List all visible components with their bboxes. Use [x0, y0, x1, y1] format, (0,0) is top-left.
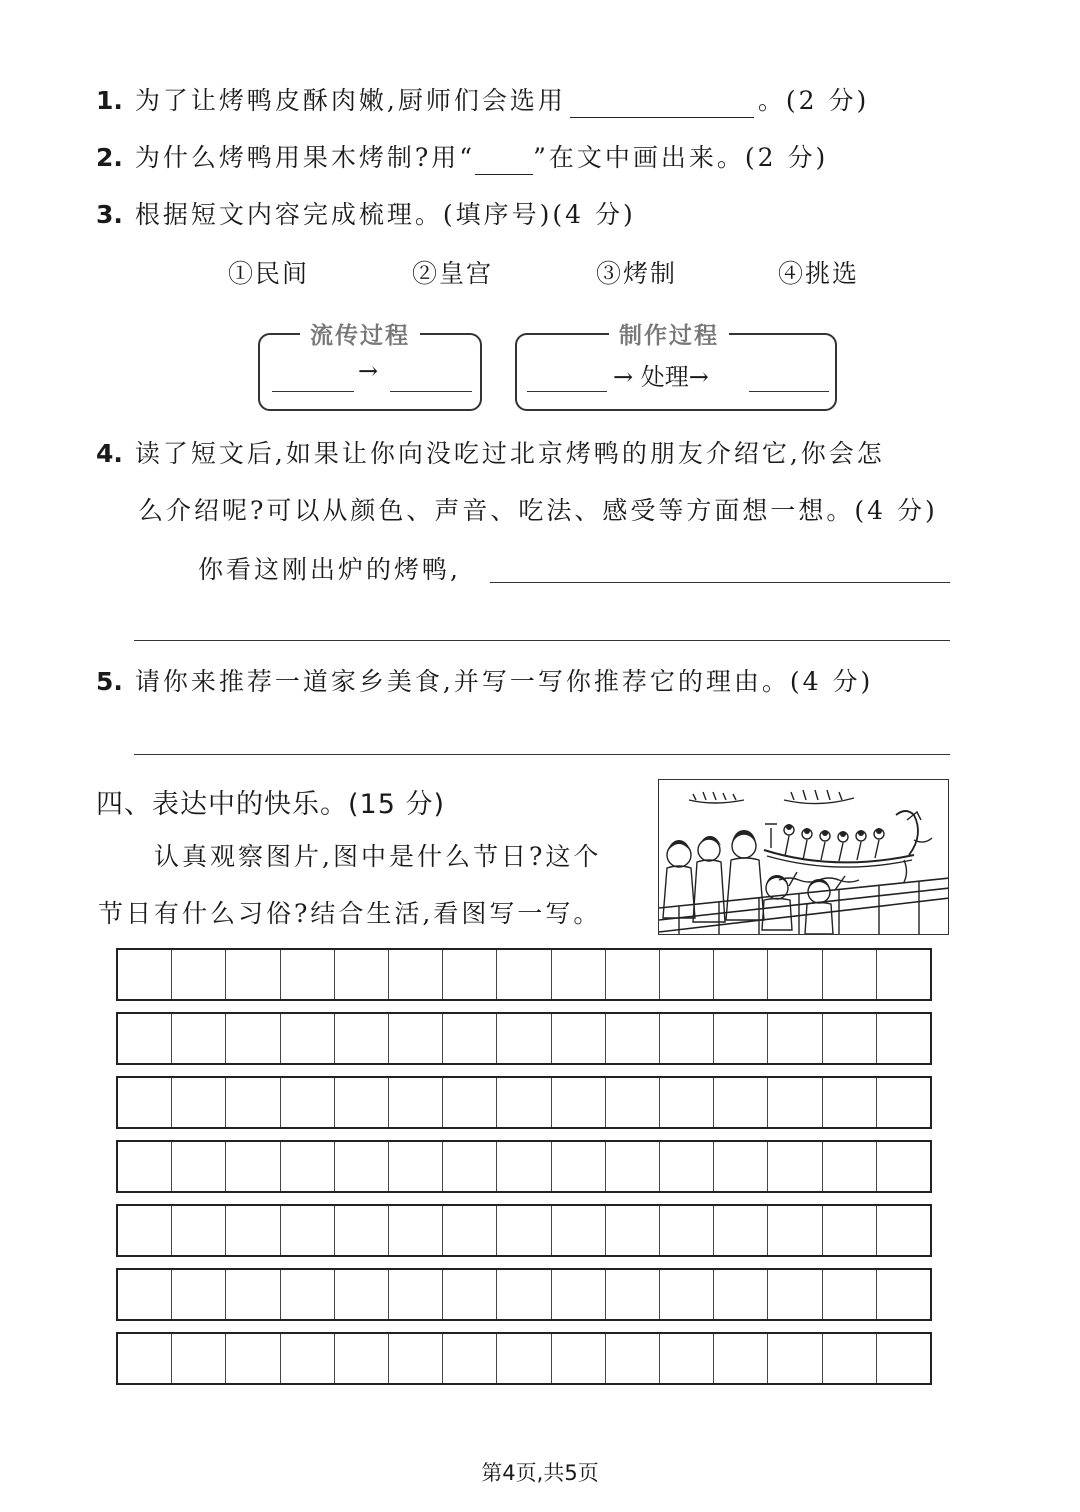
grid-cell[interactable]	[389, 950, 443, 999]
grid-cell[interactable]	[768, 1334, 822, 1383]
question-1-text: 为了让烤鸭皮酥肉嫩,厨师们会选用	[134, 86, 566, 115]
grid-cell[interactable]	[497, 1078, 551, 1127]
make-process-title: 制作过程	[609, 317, 729, 350]
option-1: ①民间	[228, 259, 310, 288]
question-5	[96, 665, 873, 699]
grid-cell[interactable]	[389, 1270, 443, 1319]
grid-cell[interactable]	[118, 1142, 172, 1191]
grid-cell[interactable]	[660, 1270, 714, 1319]
grid-cell[interactable]	[606, 1078, 660, 1127]
grid-cell[interactable]	[877, 1270, 930, 1319]
grid-cell[interactable]	[389, 1334, 443, 1383]
grid-cell[interactable]	[660, 1014, 714, 1063]
writing-line[interactable]	[490, 582, 950, 583]
question-2-text-end: ”在文中画出来。(2 分)	[533, 143, 829, 172]
grid-cell[interactable]	[660, 1206, 714, 1255]
grid-cell[interactable]	[714, 1334, 768, 1383]
question-5-text: 请你来推荐一道家乡美食,并写一写你推荐它的理由。(4 分)	[134, 667, 874, 696]
grid-cell[interactable]	[335, 1078, 389, 1127]
grid-cell[interactable]	[660, 1078, 714, 1127]
option-2: ②皇宫	[412, 259, 494, 288]
grid-cell[interactable]	[552, 1206, 606, 1255]
grid-cell[interactable]	[714, 1206, 768, 1255]
grid-cell[interactable]	[877, 1206, 930, 1255]
grid-cell[interactable]	[281, 1206, 335, 1255]
grid-cell[interactable]	[714, 950, 768, 999]
question-3	[96, 198, 636, 232]
grid-cell[interactable]	[443, 1142, 497, 1191]
question-4-cont	[138, 494, 938, 528]
grid-cell[interactable]	[172, 950, 226, 999]
question-number: 4.	[96, 439, 123, 468]
grid-cell[interactable]	[443, 1014, 497, 1063]
grid-cell[interactable]	[877, 950, 930, 999]
grid-cell[interactable]	[226, 950, 280, 999]
question-number: 2.	[96, 143, 123, 172]
grid-cell[interactable]	[823, 1142, 877, 1191]
make-process-box	[515, 323, 837, 411]
grid-cell[interactable]	[226, 1270, 280, 1319]
grid-row	[116, 948, 932, 1001]
question-2-text: 为什么烤鸭用果木烤制?用“	[134, 143, 476, 172]
question-4	[96, 437, 885, 471]
grid-cell[interactable]	[768, 1078, 822, 1127]
grid-cell[interactable]	[552, 1014, 606, 1063]
grid-cell[interactable]	[281, 1270, 335, 1319]
question-3-text: 根据短文内容完成梳理。(填序号)(4 分)	[134, 200, 636, 229]
grid-cell[interactable]	[768, 1014, 822, 1063]
question-4-prompt-text: 你看这刚出炉的烤鸭,	[198, 555, 461, 584]
grid-row	[116, 1332, 932, 1385]
grid-cell[interactable]	[497, 1142, 551, 1191]
grid-cell[interactable]	[118, 950, 172, 999]
grid-cell[interactable]	[389, 1142, 443, 1191]
question-number: 5.	[96, 667, 123, 696]
arrow: →	[358, 357, 379, 385]
grid-cell[interactable]	[823, 950, 877, 999]
section-4-instruction-line-1: 认真观察图片,图中是什么节日?这个	[154, 842, 602, 871]
grid-cell[interactable]	[281, 1078, 335, 1127]
grid-row	[116, 1204, 932, 1257]
grid-cell[interactable]	[226, 1014, 280, 1063]
section-4-instruction-line-2: 节日有什么习俗?结合生活,看图写一写。	[98, 899, 602, 928]
grid-cell[interactable]	[606, 1270, 660, 1319]
grid-cell[interactable]	[823, 1206, 877, 1255]
grid-cell[interactable]	[389, 1206, 443, 1255]
grid-cell[interactable]	[552, 1334, 606, 1383]
grid-row	[116, 1012, 932, 1065]
grid-row	[116, 1140, 932, 1193]
question-1-score: 。(2 分)	[757, 86, 870, 115]
grid-cell[interactable]	[660, 1142, 714, 1191]
grid-cell[interactable]	[823, 1078, 877, 1127]
grid-cell[interactable]	[823, 1014, 877, 1063]
option-3: ③烤制	[596, 259, 678, 288]
dragon-boat-illustration	[658, 779, 949, 935]
answer-blank[interactable]	[570, 90, 754, 118]
grid-cell[interactable]	[497, 1014, 551, 1063]
writing-line[interactable]	[134, 754, 950, 755]
answer-blank[interactable]	[475, 147, 533, 175]
grid-cell[interactable]	[443, 1078, 497, 1127]
process-middle-step: → 处理→	[613, 363, 709, 391]
grid-cell[interactable]	[552, 1270, 606, 1319]
grid-cell[interactable]	[172, 1014, 226, 1063]
grid-cell[interactable]	[281, 1334, 335, 1383]
grid-cell[interactable]	[714, 1270, 768, 1319]
grid-cell[interactable]	[172, 1270, 226, 1319]
grid-cell[interactable]	[118, 1206, 172, 1255]
grid-cell[interactable]	[497, 1206, 551, 1255]
grid-cell[interactable]	[660, 950, 714, 999]
writing-line[interactable]	[134, 640, 950, 641]
grid-cell[interactable]	[768, 950, 822, 999]
grid-cell[interactable]	[118, 1270, 172, 1319]
grid-cell[interactable]	[768, 1206, 822, 1255]
grid-cell[interactable]	[226, 1334, 280, 1383]
grid-cell[interactable]	[552, 950, 606, 999]
spread-process-title: 流传过程	[300, 317, 420, 350]
grid-cell[interactable]	[389, 1078, 443, 1127]
grid-cell[interactable]	[606, 1206, 660, 1255]
grid-cell[interactable]	[335, 1270, 389, 1319]
grid-cell[interactable]	[443, 1270, 497, 1319]
grid-cell[interactable]	[389, 1014, 443, 1063]
grid-cell[interactable]	[335, 1206, 389, 1255]
grid-cell[interactable]	[281, 1142, 335, 1191]
grid-cell[interactable]	[768, 1270, 822, 1319]
answer-blank[interactable]	[390, 391, 472, 392]
option-4: ④挑选	[778, 259, 860, 288]
grid-row	[116, 1268, 932, 1321]
question-4-line-1: 读了短文后,如果让你向没吃过北京烤鸭的朋友介绍它,你会怎	[134, 439, 885, 468]
grid-row	[116, 1076, 932, 1129]
grid-cell[interactable]	[335, 1142, 389, 1191]
grid-cell[interactable]	[118, 1014, 172, 1063]
grid-cell[interactable]	[497, 1334, 551, 1383]
grid-cell[interactable]	[172, 1078, 226, 1127]
grid-cell[interactable]	[768, 1142, 822, 1191]
grid-cell[interactable]	[443, 1206, 497, 1255]
grid-cell[interactable]	[281, 950, 335, 999]
grid-cell[interactable]	[226, 1078, 280, 1127]
dragon-boat-picture	[659, 780, 949, 935]
grid-cell[interactable]	[281, 1014, 335, 1063]
grid-cell[interactable]	[606, 1334, 660, 1383]
grid-cell[interactable]	[714, 1142, 768, 1191]
grid-cell[interactable]	[443, 1334, 497, 1383]
grid-cell[interactable]	[226, 1206, 280, 1255]
grid-cell[interactable]	[823, 1334, 877, 1383]
answer-blank[interactable]	[527, 391, 607, 392]
answer-blank[interactable]	[749, 391, 829, 392]
grid-cell[interactable]	[552, 1142, 606, 1191]
question-number: 1.	[96, 86, 123, 115]
grid-cell[interactable]	[877, 1334, 930, 1383]
section-4-title: 四、表达中的快乐。(15 分)	[96, 789, 446, 820]
grid-cell[interactable]	[660, 1334, 714, 1383]
grid-cell[interactable]	[877, 1014, 930, 1063]
grid-cell[interactable]	[335, 1334, 389, 1383]
grid-cell[interactable]	[552, 1078, 606, 1127]
question-number: 3.	[96, 200, 123, 229]
grid-cell[interactable]	[606, 1014, 660, 1063]
question-1	[96, 84, 869, 118]
spread-process-box	[258, 323, 482, 411]
grid-cell[interactable]	[497, 1270, 551, 1319]
grid-cell[interactable]	[606, 1142, 660, 1191]
grid-cell[interactable]	[497, 950, 551, 999]
grid-cell[interactable]	[714, 1014, 768, 1063]
grid-cell[interactable]	[335, 1014, 389, 1063]
grid-cell[interactable]	[877, 1078, 930, 1127]
grid-cell[interactable]	[823, 1270, 877, 1319]
page-footer: 第4页,共5页	[481, 1461, 599, 1485]
grid-cell[interactable]	[172, 1142, 226, 1191]
writing-grid	[116, 948, 932, 1396]
grid-cell[interactable]	[443, 950, 497, 999]
grid-cell[interactable]	[118, 1078, 172, 1127]
question-2	[96, 141, 828, 175]
grid-cell[interactable]	[172, 1206, 226, 1255]
grid-cell[interactable]	[335, 950, 389, 999]
grid-cell[interactable]	[172, 1334, 226, 1383]
answer-blank[interactable]	[272, 391, 354, 392]
grid-cell[interactable]	[714, 1078, 768, 1127]
question-4-prompt	[198, 553, 461, 587]
grid-cell[interactable]	[118, 1334, 172, 1383]
grid-cell[interactable]	[877, 1142, 930, 1191]
grid-cell[interactable]	[226, 1142, 280, 1191]
grid-cell[interactable]	[606, 950, 660, 999]
question-4-line-2: 么介绍呢?可以从颜色、声音、吃法、感受等方面想一想。(4 分)	[138, 496, 938, 525]
